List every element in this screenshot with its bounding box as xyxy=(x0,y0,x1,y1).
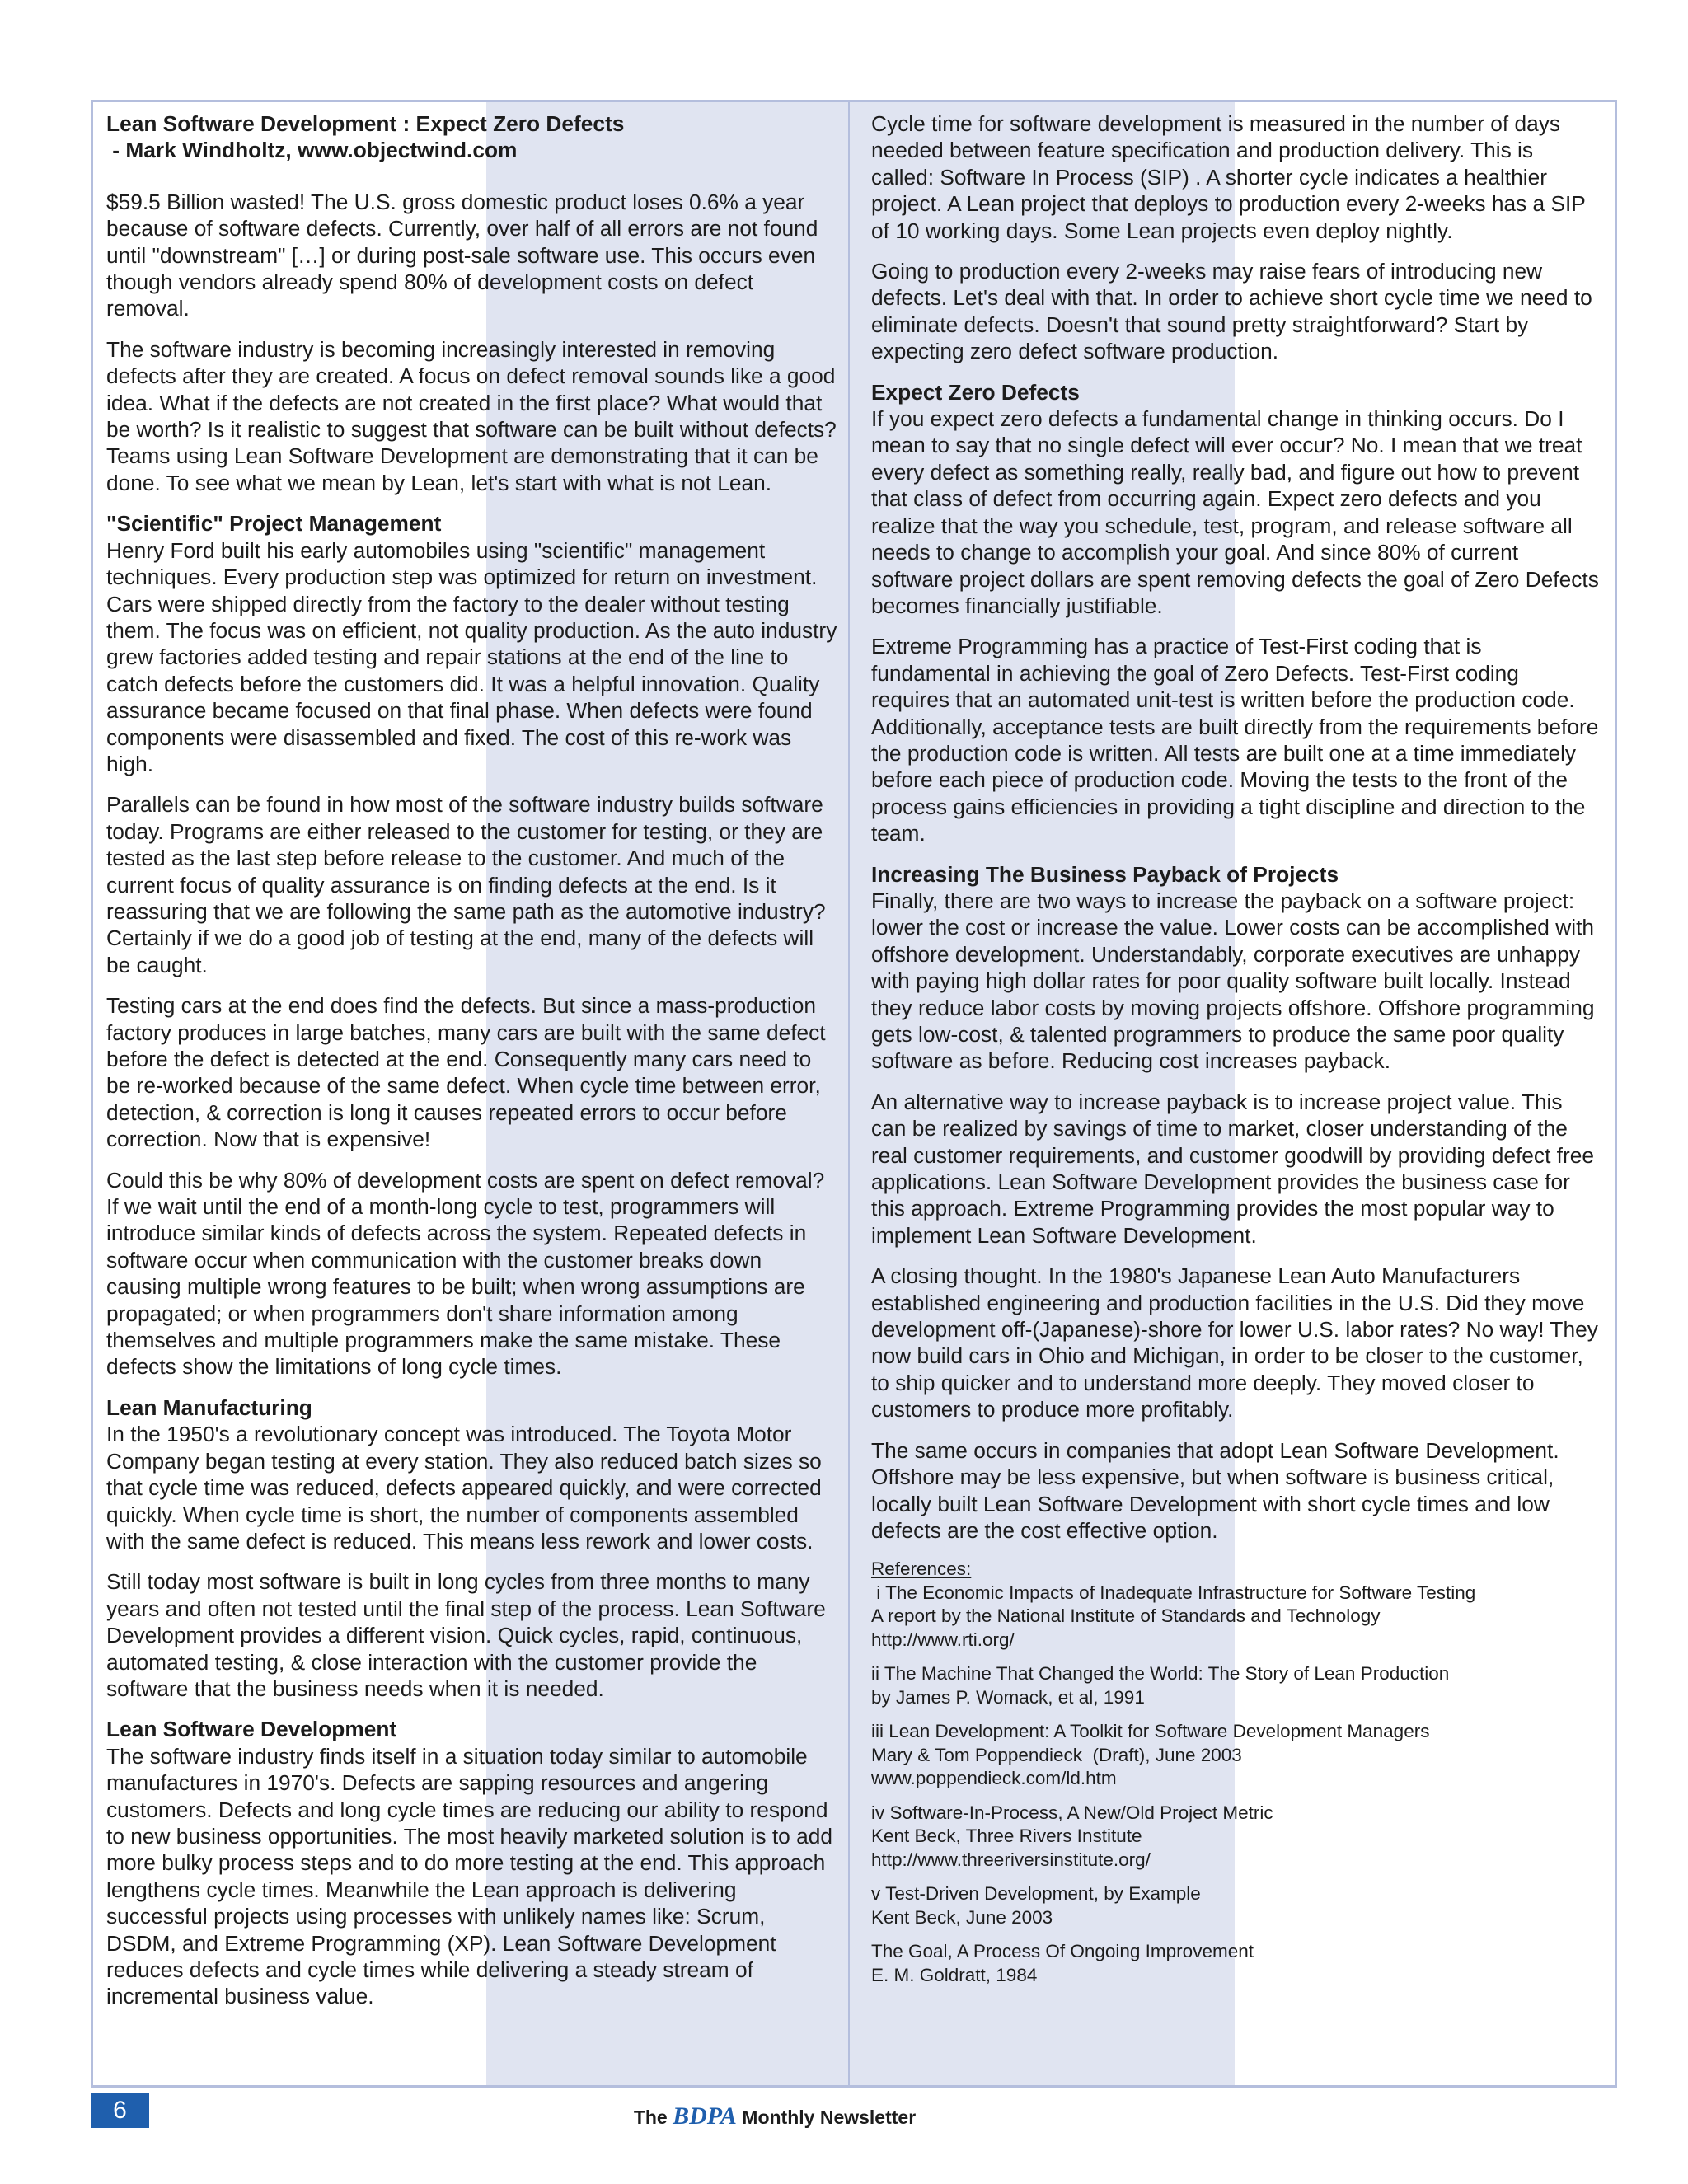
section-heading: "Scientific" Project Management xyxy=(106,511,442,537)
article-title: Lean Software Development : Expect Zero Defects xyxy=(106,111,625,136)
paragraph: Parallels can be found in how most of the software industry builds software today. Programs are either released to the customer for testing, or they are tested as the last step before release to the customer. And much of the current focus of quality assurance is on finding defects at the end. Is it reassuring that we are following the same path as the automotive industry? Certainly if we do a good job of testing at the end, many of the defects will be caught. xyxy=(106,792,826,977)
reference-item xyxy=(871,1802,1601,1872)
left-column xyxy=(106,110,837,2024)
paragraph: Extreme Programming has a practice of Test-First coding that is fundamental in achieving the goal of Zero Defects. Test-First coding requires that an automated unit-test is written before the production code. Additionally, acceptance tests are built directly from the requirements before the production code is written. All tests are built one at a time immediately before each piece of production code. Moving the tests to the front of the process gains efficiencies in providing a tight discipline and direction to the team. xyxy=(871,634,1599,846)
reference-line: iii Lean Development: A Toolkit for Software Development Managers xyxy=(871,1721,1430,1742)
paragraph: If you expect zero defects a fundamental change in thinking occurs. Do I mean to say that no single defect will ever occur? No. I mean that we treat every defect as something really, really bad, and figure out how to prevent that class of defect from occurring again. Expect zero defects and you realize that the way you schedule, test, program, and release software all needs to change to accomplish your goal. And since 80% of current software project dollars are spent removing defects the goal of Zero Defects becomes financially justifiable. xyxy=(871,406,1599,618)
reference-line: v Test-Driven Development, by Example xyxy=(871,1883,1201,1905)
paragraph: In the 1950's a revolutionary concept was introduced. The Toyota Motor Company began testing at every station. They also reduced batch sizes so that cycle time was reduced, defects appeared quickly, and were corrected quickly. When cycle time is short, the number of components assembled with the same defect is reduced. This means less rework and lower costs. xyxy=(106,1422,822,1554)
reference-line: http://www.rti.org/ xyxy=(871,1629,1015,1650)
paragraph: Henry Ford built his early automobiles using "scientific" management techniques. Every production step was optimized for return on investment. Cars were shipped directly from the factory to the dealer without testing them. The focus was on efficient, not quality production. As the auto industry grew factories added testing and repair stations at the end of the line to catch defects before the customers did. It was a helpful innovation. Quality assurance became focused on that final phase. When defects were found components were disassembled and fixed. The cost of this re-work was high. xyxy=(106,537,837,776)
paragraph: Could this be why 80% of development costs are spent on defect removal? If we wait until the end of a month-long cycle to test, programmers will introduce similar kinds of defects across the system. Repeated defects in software occur when communication with the customer breaks down causing multiple wrong features to be built; when wrong assumptions are propagated; or when programmers don't share information among themselves and multiple programmers make the same mistake. These defects show the limitations of long cycle times. xyxy=(106,1167,825,1380)
reference-item xyxy=(871,1582,1601,1652)
references-heading: References: xyxy=(871,1558,972,1580)
reference-item xyxy=(871,1720,1601,1791)
reference-line: Kent Beck, June 2003 xyxy=(871,1906,1053,1928)
reference-line: ii The Machine That Changed the World: The Story of Lean Production xyxy=(871,1663,1450,1685)
paragraph: A closing thought. In the 1980's Japanese Lean Auto Manufacturers established engineering and production facilities in the U.S. Did they move development off-(Japanese)-shore for lower U.S. labor rates? No way! They now build cars in Ohio and Michigan, in order to be closer to the customer, to ship quicker and to understand more deeply. They moved closer to customers to produce more profitably. xyxy=(871,1263,1598,1422)
paragraph: $59.5 Billion wasted! The U.S. gross domestic product loses 0.6% a year because of software defects. Currently, over half of all errors are not found until "downstream" […] or during post-sale software use. This occurs even though vendors already spend 80% of development costs on defect removal. xyxy=(106,189,818,321)
reference-line: iv Software-In-Process, A New/Old Project Metric xyxy=(871,1802,1273,1823)
footer-suffix: Monthly Newsletter xyxy=(742,2107,917,2128)
reference-line: http://www.threeriversinstitute.org/ xyxy=(871,1849,1151,1870)
reference-item xyxy=(871,1662,1601,1709)
paragraph: Still today most software is built in long cycles from three months to many years and often not tested until the final step of the process. Lean Software Development provides a different vision. Quick cycles, rapid, continuous, automated testing, & close interaction with the customer provide the software that the business needs when it is needed. xyxy=(106,1569,826,1701)
paragraph: The software industry finds itself in a situation today similar to automobile manufactures in 1970's. Defects are sapping resources and angering customers. Defects and long cycle times are reducing our ability to respond to new business opportunities. The most heavily marketed solution is to add more bulky process steps and to do more testing at the end. This approach lengthens cycle times. Meanwhile the Lean approach is delivering successful projects using processes with unlikely names like: Scrum, DSDM, and Extreme Programming (XP). Lean Software Development reduces defects and cycle times while delivering a steady stream of incremental business value. xyxy=(106,1743,832,2009)
paragraph: The software industry is becoming increasingly interested in removing defects after they are created. A focus on defect removal sounds like a good idea. What if the defects are not created in the first place? What would that be worth? Is it realistic to suggest that software can be built without defects? Teams using Lean Software Development are demonstrating that it can be done. To see what we mean by Lean, let's start with what is not Lean. xyxy=(106,336,837,495)
reference-line: Mary & Tom Poppendieck (Draft), June 2003 xyxy=(871,1744,1242,1765)
footer-prefix: The xyxy=(633,2107,668,2128)
section-heading: Increasing The Business Payback of Projects xyxy=(871,861,1339,887)
right-column-body xyxy=(871,110,1601,1544)
paragraph: The same occurs in companies that adopt Lean Software Development. Offshore may be less expensive, but when software is business critical, locally built Lean Software Development with short cycle times and low defects are the cost effective option. xyxy=(871,1437,1559,1543)
reference-line: by James P. Womack, et al, 1991 xyxy=(871,1686,1145,1708)
paragraph: Cycle time for software development is measured in the number of days needed between feature specification and production delivery. This is called: Software In Process (SIP) . A shorter cycle indicates a healthier project. A Lean project that deploys to production every 2-weeks has a SIP of 10 working days. Some Lean projects even deploy nightly. xyxy=(871,111,1586,243)
paragraph: Going to production every 2-weeks may raise fears of introducing new defects. Let's deal with that. In order to achieve short cycle time we need to eliminate defects. Doesn't that sound pretty straightforward? Start by expecting zero defect software production. xyxy=(871,259,1592,364)
reference-line: A report by the National Institute of Standards and Technology xyxy=(871,1605,1381,1627)
reference-item xyxy=(871,1940,1601,1987)
references xyxy=(871,1558,1601,1987)
reference-line: The Goal, A Process Of Ongoing Improvement xyxy=(871,1941,1254,1962)
reference-line: www.poppendieck.com/ld.htm xyxy=(871,1768,1117,1789)
reference-item xyxy=(871,1882,1601,1929)
left-column-body xyxy=(106,189,837,2010)
reference-list xyxy=(871,1582,1601,1988)
page-number: 6 xyxy=(91,2093,149,2128)
article-title-block xyxy=(106,110,837,164)
paragraph: Testing cars at the end does find the defects. But since a mass-production factory produces in large batches, many cars are built with the same defect before the defect is detected at the end. Consequently many cars need to be re-worked because of the same defect. When cycle time between error, detection, & correction is long it causes repeated errors to occur before correction. Now that is expensive! xyxy=(106,993,826,1152)
section-heading: Expect Zero Defects xyxy=(871,379,1080,405)
article-byline: - Mark Windholtz, www.objectwind.com xyxy=(106,138,518,163)
footer-brand-logo: BDPA xyxy=(673,2102,737,2130)
right-column xyxy=(871,110,1601,1998)
reference-line: i The Economic Impacts of Inadequate Infrastructure for Software Testing xyxy=(871,1582,1476,1603)
paragraph: An alternative way to increase payback is to increase project value. This can be realized by savings of time to market, closer understanding of the real customer requirements, and customer goodwill by providing defect free applications. Lean Software Development provides the business case for this approach. Extreme Programming provides the most popular way to implement Lean Software Development. xyxy=(871,1089,1594,1248)
section-heading: Lean Software Development xyxy=(106,1717,397,1742)
section-heading: Lean Manufacturing xyxy=(106,1394,312,1420)
reference-line: E. M. Goldratt, 1984 xyxy=(871,1964,1038,1985)
paragraph: Finally, there are two ways to increase the payback on a software project: lower the cost or increase the value. Lower costs can be accomplished with offshore development. Understandably, corporate executives are unhappy with paying high dollar rates for poor quality software built locally. Instead they reduce labor costs by moving projects offshore. Offshore programming gets low-cost, & talented programmers to produce the same poor quality software as before. Reducing cost increases payback. xyxy=(871,888,1595,1074)
column-divider xyxy=(848,101,850,2088)
newsletter-footer xyxy=(0,2102,1550,2130)
reference-line: Kent Beck, Three Rivers Institute xyxy=(871,1825,1142,1847)
